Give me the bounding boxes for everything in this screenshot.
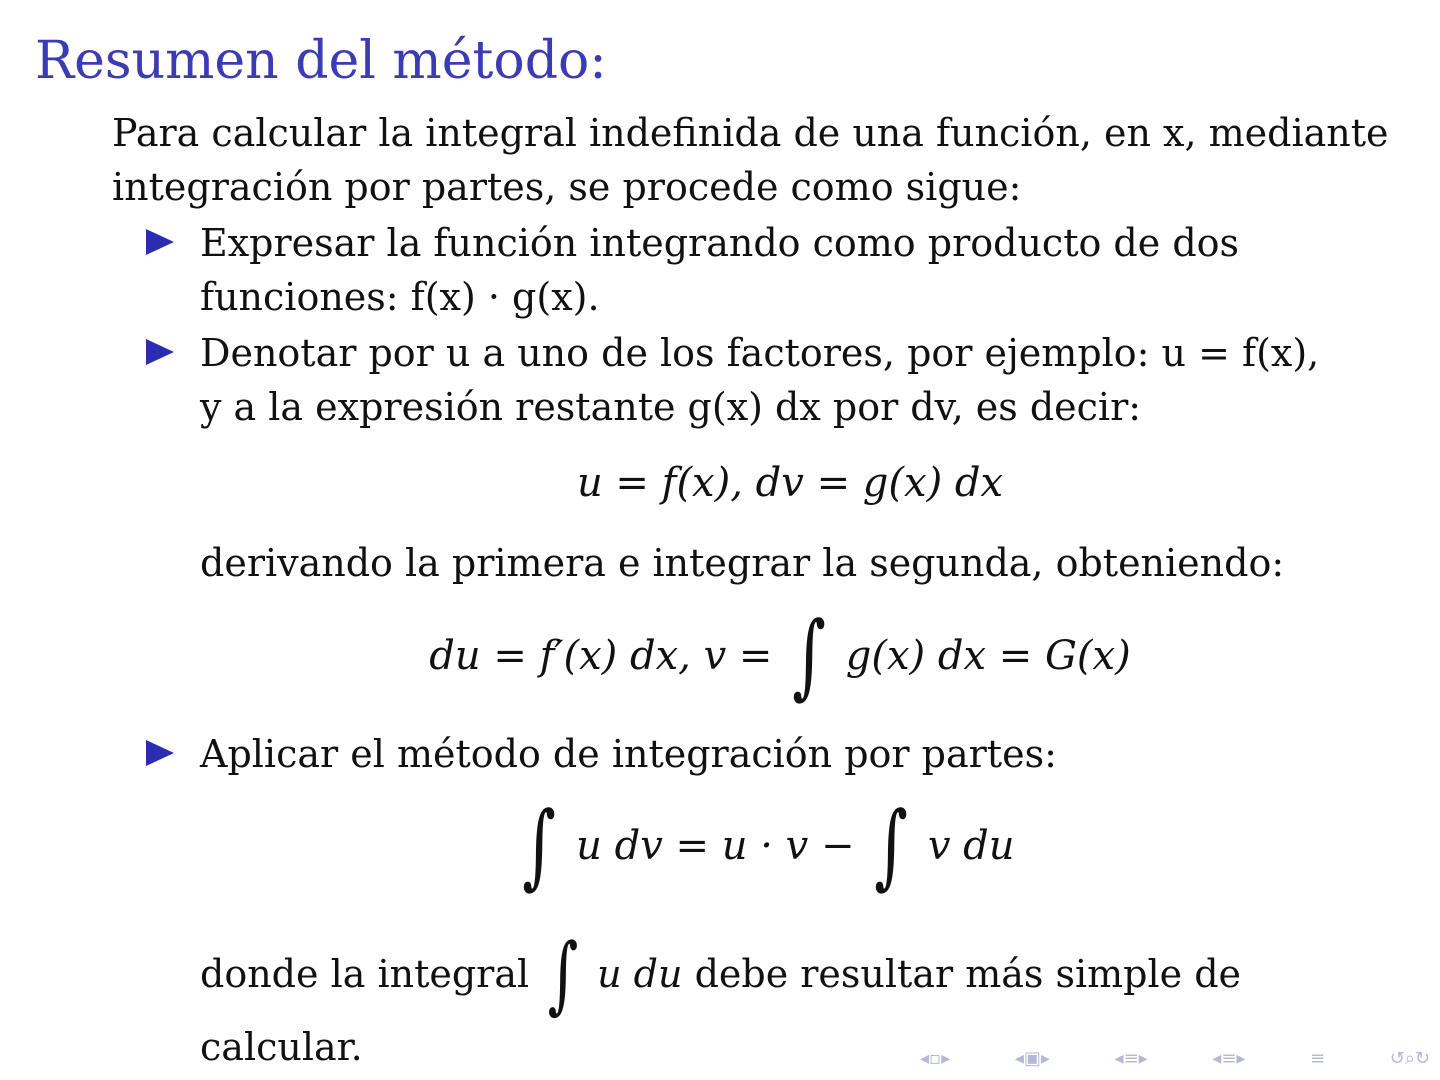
integral-icon: ∫ [874, 792, 908, 899]
text-after-equation-1: derivando la primera e integrar la segunda, obteniendo: [200, 541, 1285, 585]
bullet-1-line-2: funciones: f(x) · g(x). [200, 275, 600, 319]
bullet-2-line-2: y a la expresión restante g(x) dx por dv, es decir: [200, 385, 1142, 429]
bullet-2-text [200, 326, 1420, 434]
equation-1: u = f(x), dv = g(x) dx [576, 460, 1004, 506]
nav-search-icon[interactable]: ↺⌕↻ [1389, 1047, 1430, 1069]
final-pre: donde la integral [200, 952, 530, 996]
intro-line-1: Para calcular la integral indefinida de una función, en x, mediante [112, 111, 1389, 155]
equation-3 [0, 792, 1440, 899]
final-text [200, 925, 1420, 1023]
integral-icon: ∫ [547, 925, 579, 1023]
bullet-3-text: Aplicar el método de integración por partes: [200, 732, 1057, 776]
nav-prev-frame-icon[interactable]: ◂▫▸ [920, 1047, 951, 1069]
nav-prev-section-icon[interactable]: ◂≡▸ [1114, 1047, 1148, 1069]
nav-prev-subsection-icon[interactable]: ◂▣▸ [1014, 1047, 1050, 1069]
bullet-1-icon [146, 229, 174, 255]
bullet-3-icon [146, 740, 174, 766]
equation-2 [0, 602, 1440, 709]
equation-3-part-1: u dv = u · v − [576, 823, 855, 869]
intro-paragraph [112, 106, 1412, 214]
beamer-navigation-bar [920, 1044, 1430, 1072]
bullet-2-icon [146, 339, 174, 365]
integral-icon: ∫ [522, 792, 557, 899]
integral-icon: ∫ [792, 602, 826, 709]
slide-title: Resumen del método: [35, 31, 607, 91]
final-line-2: calcular. [200, 1025, 363, 1069]
final-mid: u du [597, 952, 683, 996]
nav-align-icon[interactable]: ≡ [1310, 1047, 1326, 1069]
equation-2-right: g(x) dx = G(x) [845, 633, 1131, 679]
intro-line-2: integración por partes, se procede como sigue: [112, 165, 1022, 209]
final-post: debe resultar más simple de [694, 952, 1242, 996]
bullet-1-line-1: Expresar la función integrando como producto de dos [200, 221, 1240, 265]
equation-2-left: du = f′(x) dx, v = [429, 633, 773, 679]
bullet-1-text [200, 216, 1420, 324]
equation-3-part-2: v du [927, 823, 1015, 869]
nav-next-section-icon[interactable]: ◂≡▸ [1212, 1047, 1246, 1069]
bullet-2-line-1: Denotar por u a uno de los factores, por ejemplo: u = f(x), [200, 331, 1320, 375]
